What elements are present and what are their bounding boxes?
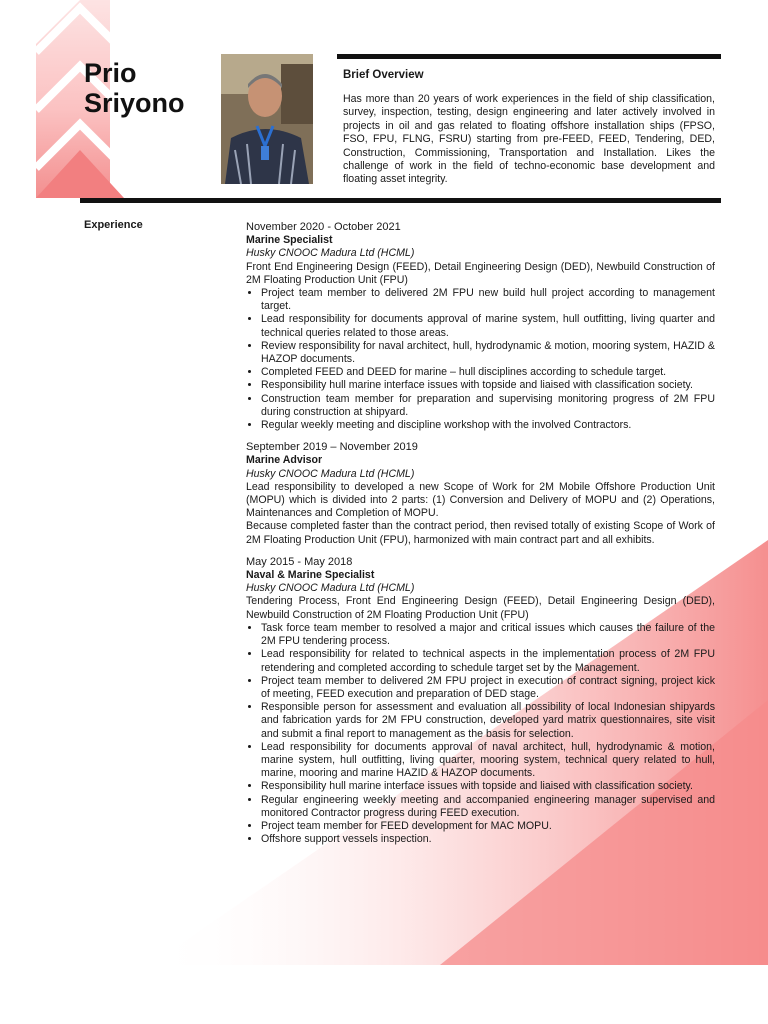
job-company: Husky CNOOC Madura Ltd (HCML) (246, 582, 415, 595)
job-role: Marine Specialist (246, 234, 333, 247)
job-bullets (246, 287, 715, 432)
job-bullet: • Project team member to delivered 2M FPU project in execution of contract signing, project kick of meeting, FEED execution and preparation of DED stage. (261, 675, 715, 701)
experience-list (246, 221, 715, 855)
overview-top-rule (337, 54, 721, 59)
job-summary: Front End Engineering Design (FEED), Detail Engineering Design (DED), Newbuild Construction of 2M Floating Production Unit (FPU) (246, 260, 715, 286)
job-period: November 2020 - October 2021 (246, 221, 401, 233)
job-bullet: • Lead responsibility for documents approval of naval architect, hull, hydrodynamic & motion, marine system, hull outfitting, living quarter, mooring system, technical query related to hull, marine, mooring and marine HAZID & HAZOP documents. (261, 741, 715, 781)
profile-photo (221, 54, 313, 184)
job-bullet: • Project team member to delivered 2M FPU new build hull project according to management target. (261, 287, 715, 313)
job-entry (246, 441, 715, 547)
first-name: Prio (84, 58, 137, 88)
job-summary: Because completed faster than the contract period, then revised totally of existing Scope of Work of 2M Floating Production Unit (FPU), harmonized with main contract part and all exhibits. (246, 520, 715, 546)
job-role: Marine Advisor (246, 454, 323, 467)
job-bullet: • Project team member for FEED development for MAC MOPU. (261, 820, 715, 833)
overview-text: Has more than 20 years of work experiences in the field of ship classification, survey, inspection, testing, design engineering and later actively involved in projects in oil and gas related to floating offshore installation ships (FPSO, FSO, FPU, FLNG, FSRU) starting from pre-FEED, FEED, Tendering, DED, Construction, Commissioning, Transportation and Installation. Likes the challenge of work in the field of techno-economic base development and floating asset integrity. (343, 93, 715, 186)
job-bullet: • Review responsibility for naval architect, hull, hydrodynamic & motion, mooring system, HAZID & HAZOP documents. (261, 340, 715, 366)
overview-title: Brief Overview (343, 69, 424, 81)
job-bullet: • Regular weekly meeting and discipline workshop with the involved Contractors. (261, 419, 715, 432)
job-bullet: • Offshore support vessels inspection. (261, 833, 715, 846)
job-bullet: • Task force team member to resolved a major and critical issues which causes the failure of the 2M FPU tendering process. (261, 622, 715, 648)
job-bullet: • Responsibility hull marine interface issues with topside and liaised with classification society. (261, 379, 715, 392)
section-divider (80, 198, 721, 203)
job-bullet: • Lead responsibility for documents approval of marine system, hull outfitting, living quarter and technical queries related to those areas. (261, 313, 715, 339)
job-summary: Lead responsibility to developed a new Scope of Work for 2M Mobile Offshore Production Unit (MOPU) which is divided into 2 parts: (1) Conversion and Delivery of MOPU and (2) Operations, Maintenances and Completion of MOPU. (246, 480, 715, 520)
job-company: Husky CNOOC Madura Ltd (HCML) (246, 467, 415, 480)
experience-label: Experience (84, 219, 143, 231)
job-bullet: • Completed FEED and DEED for marine – hull disciplines according to schedule target. (261, 366, 715, 379)
job-entry (246, 556, 715, 846)
job-bullets (246, 622, 715, 846)
job-period: September 2019 – November 2019 (246, 441, 418, 454)
job-bullet: • Regular engineering weekly meeting and accompanied engineering manager supervised and monitored Contractor progress during FEED execution. (261, 794, 715, 820)
job-entry (246, 221, 715, 432)
person-name (84, 58, 185, 118)
job-summary: Tendering Process, Front End Engineering Design (FEED), Detail Engineering Design (DED), Newbuild Construction of 2M Floating Production Unit (FPU) (246, 595, 715, 621)
last-name: Sriyono (84, 88, 185, 118)
job-role: Naval & Marine Specialist (246, 569, 375, 582)
job-company: Husky CNOOC Madura Ltd (HCML) (246, 247, 415, 260)
job-bullet: • Construction team member for preparation and supervising monitoring progress of 2M FPU during construction at shipyard. (261, 393, 715, 419)
job-bullet: • Responsible person for assessment and evaluation all possibility of local Indonesian shipyards and fabrication yards for 2M FPU construction, developed yard matrix questionnaires, site visit and submit a final report to management as the basis for selection. (261, 701, 715, 741)
job-period: May 2015 - May 2018 (246, 555, 353, 568)
job-bullet: • Responsibility hull marine interface issues with topside and liaised with classification society. (261, 780, 715, 793)
job-bullet: • Lead responsibility for related to technical aspects in the implementation process of 2M FPU retendering and completed according to schedule target set by the Management. (261, 648, 715, 674)
